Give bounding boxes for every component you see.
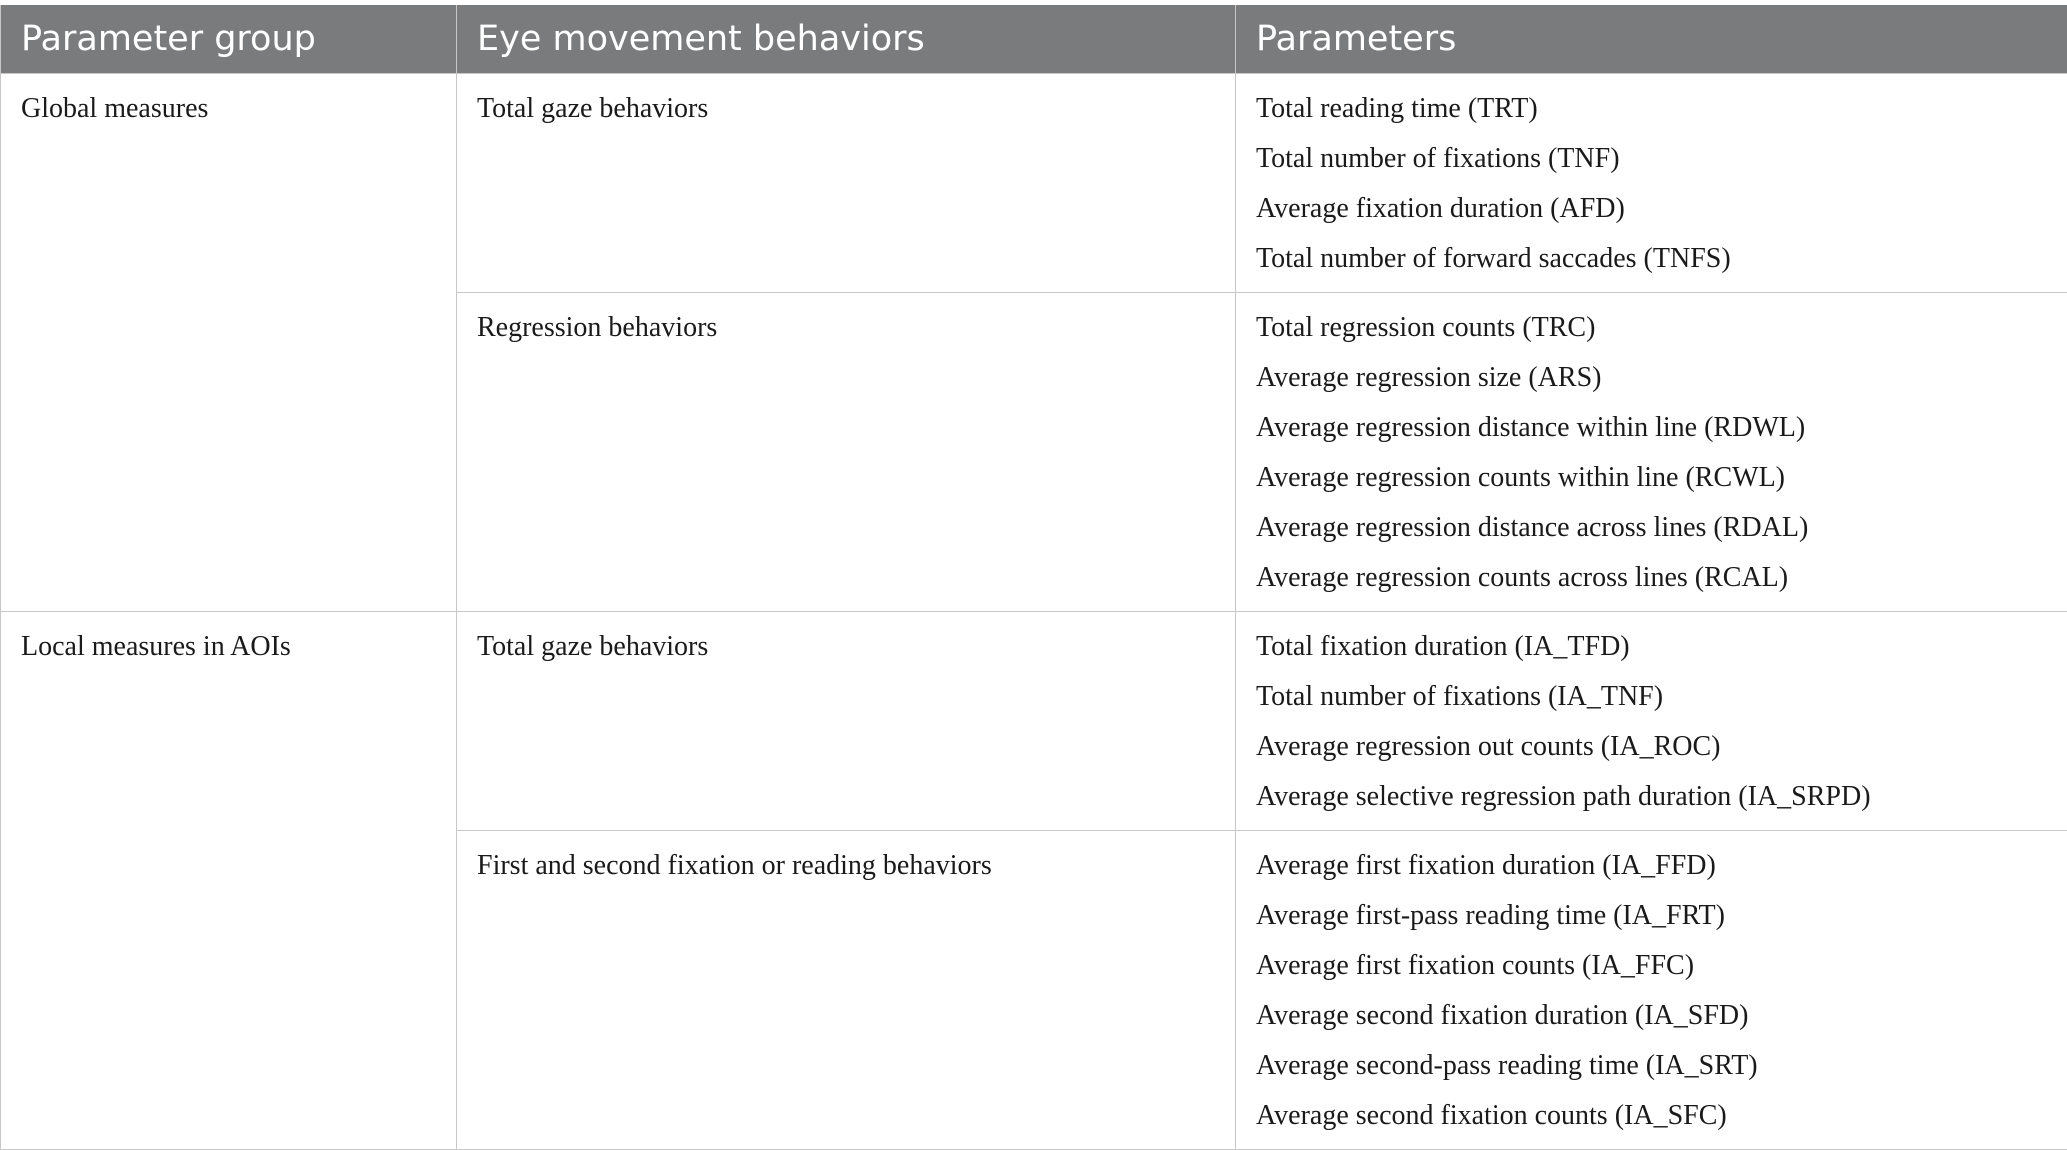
parameter-item: Average second fixation counts (IA_SFC) [1256,1093,2067,1143]
parameter-item: Average selective regression path duration (IA_SRPD) [1256,774,2067,824]
header-parameters: Parameters [1236,5,2067,74]
table-header-row [1,5,2067,74]
parameter-item: Total reading time (TRT) [1256,86,2067,136]
parameter-item: Average first fixation counts (IA_FFC) [1256,943,2067,993]
parameter-item: Average regression distance across lines (RDAL) [1256,505,2067,555]
table-row [1,612,2067,831]
parameter-item: Average second-pass reading time (IA_SRT) [1256,1043,2067,1093]
behavior-cell: First and second fixation or reading behaviors [457,831,1236,1150]
parameter-item: Average second fixation duration (IA_SFD) [1256,993,2067,1043]
parameter-item: Average regression out counts (IA_ROC) [1256,724,2067,774]
behavior-cell: Regression behaviors [457,293,1236,612]
group-cell-global-measures: Global measures [1,74,457,612]
parameters-cell [1236,74,2067,293]
parameter-item: Total number of fixations (IA_TNF) [1256,674,2067,724]
parameters-cell [1236,831,2067,1150]
parameter-item: Total number of forward saccades (TNFS) [1256,236,2067,286]
group-cell-local-measures: Local measures in AOIs [1,612,457,1150]
parameter-item: Total fixation duration (IA_TFD) [1256,624,2067,674]
header-eye-movement-behaviors: Eye movement behaviors [457,5,1236,74]
parameter-item: Average first fixation duration (IA_FFD) [1256,843,2067,893]
parameter-item: Average fixation duration (AFD) [1256,186,2067,236]
parameter-item: Average regression counts across lines (RCAL) [1256,555,2067,605]
parameter-item: Average regression distance within line (RDWL) [1256,405,2067,455]
parameter-item: Average first-pass reading time (IA_FRT) [1256,893,2067,943]
behavior-cell: Total gaze behaviors [457,74,1236,293]
parameter-table [0,5,2067,1150]
header-parameter-group: Parameter group [1,5,457,74]
behavior-cell: Total gaze behaviors [457,612,1236,831]
parameters-cell [1236,293,2067,612]
parameter-item: Total regression counts (TRC) [1256,305,2067,355]
parameter-item: Average regression size (ARS) [1256,355,2067,405]
parameter-item: Total number of fixations (TNF) [1256,136,2067,186]
parameters-cell [1236,612,2067,831]
parameter-item: Average regression counts within line (RCWL) [1256,455,2067,505]
table-row [1,74,2067,293]
